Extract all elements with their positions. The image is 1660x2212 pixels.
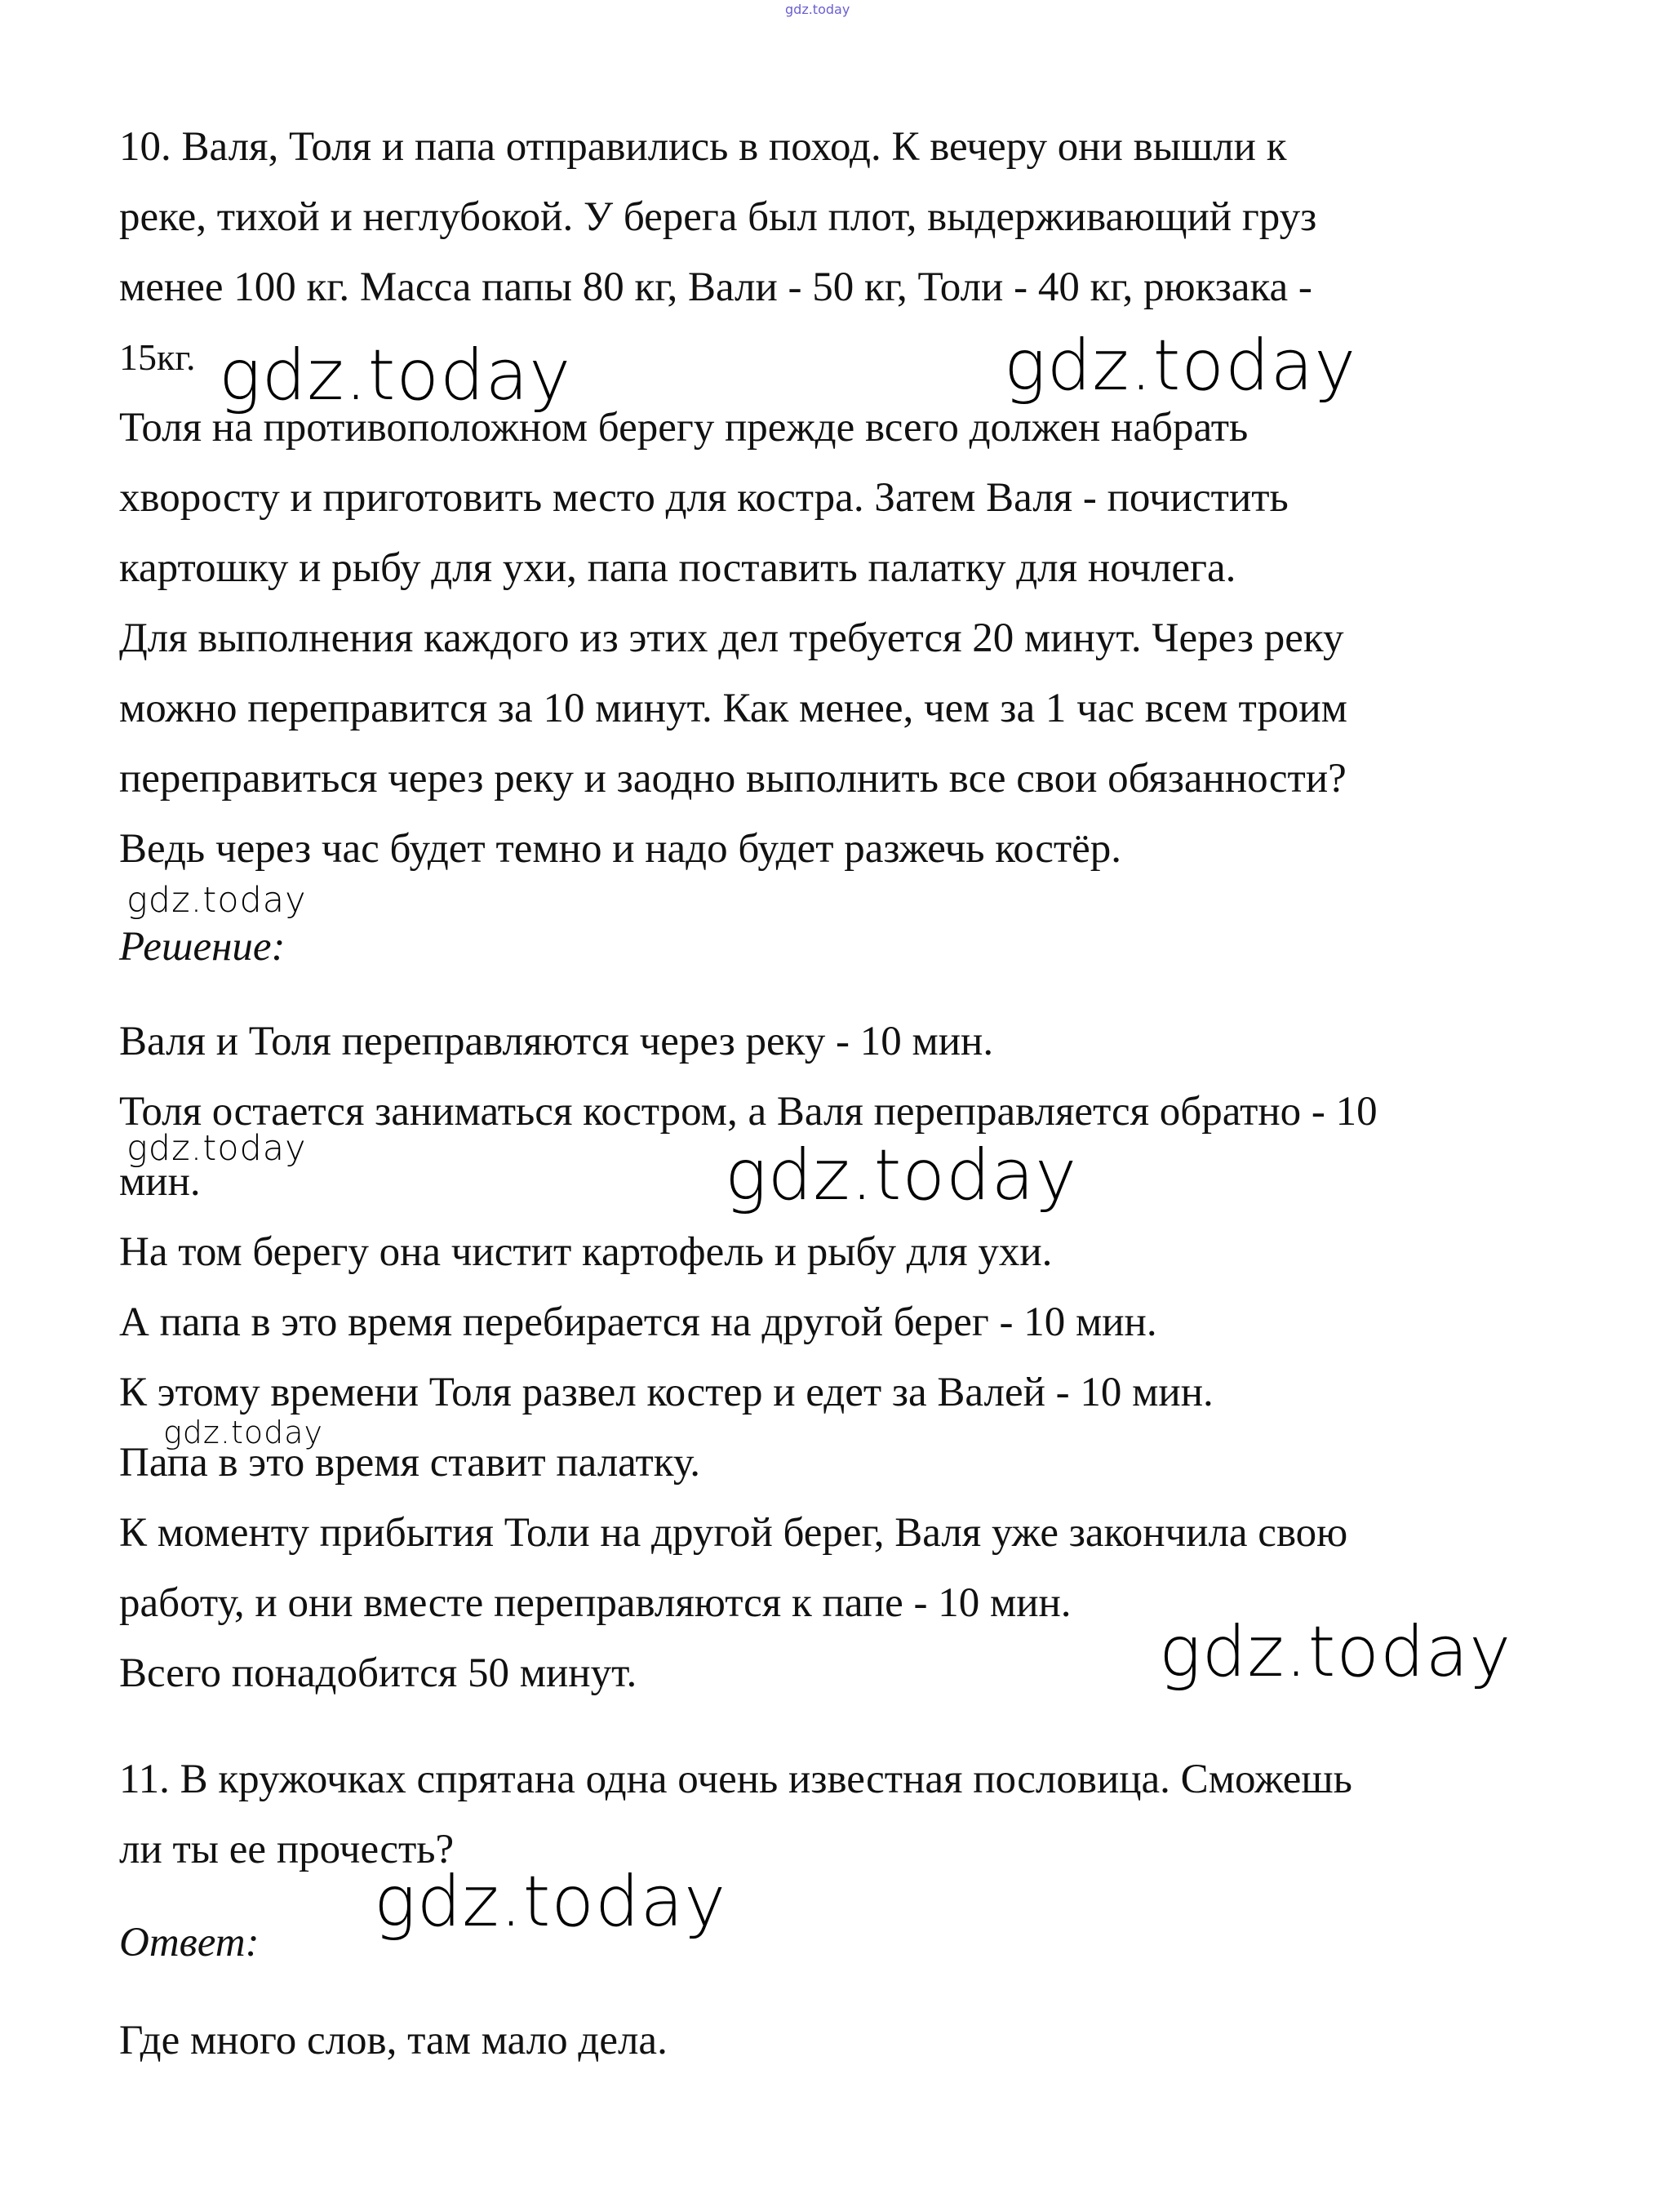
watermark: gdz.today <box>126 1128 307 1169</box>
task10-line: Ведь через час будет темно и надо будет разжечь костёр. <box>119 826 1122 872</box>
task11-line: ли ты ее прочесть? <box>119 1827 455 1872</box>
solution-line: А папа в это время перебирается на другой берег - 10 мин. <box>119 1299 1157 1345</box>
solution-label: Решение: <box>119 924 286 970</box>
watermark: gdz.today <box>219 335 572 416</box>
answer-text: Где много слов, там мало дела. <box>119 2018 668 2063</box>
watermark: gdz.today <box>1004 325 1357 406</box>
task11-line: 11. В кружочках спрятана одна очень известная пословица. Сможешь <box>119 1757 1352 1802</box>
task10-line: реке, тихой и неглубокой. У берега был плот, выдерживающий груз <box>119 194 1317 240</box>
solution-line: К моменту прибытия Толи на другой берег, Валя уже закончила свою <box>119 1510 1348 1556</box>
task10-line: 15кг. <box>119 336 196 378</box>
task10-line: Для выполнения каждого из этих дел требуется 20 минут. Через реку <box>119 615 1344 661</box>
solution-line: работу, и они вместе переправляются к папе - 10 мин. <box>119 1580 1072 1626</box>
watermark: gdz.today <box>374 1861 727 1943</box>
answer-label: Ответ: <box>119 1920 260 1965</box>
task10-line: картошку и рыбу для ухи, папа поставить палатку для ночлега. <box>119 545 1236 591</box>
watermark-top: gdz.today <box>785 2 850 17</box>
solution-line: Валя и Толя переправляются через реку - 10 мин. <box>119 1019 994 1064</box>
solution-line: Толя остается заниматься костром, а Валя переправляется обратно - 10 <box>119 1089 1378 1135</box>
watermark: gdz.today <box>126 880 307 921</box>
solution-line: мин. <box>119 1159 201 1205</box>
task10-line: хворосту и приготовить место для костра. Затем Валя - почистить <box>119 475 1289 521</box>
watermark: gdz.today <box>725 1135 1078 1216</box>
solution-line: Папа в это время ставит палатку. <box>119 1440 700 1486</box>
task10-line: можно переправится за 10 минут. Как менее, чем за 1 час всем троим <box>119 686 1347 731</box>
task10-line: переправиться через реку и заодно выполнить все свои обязанности? <box>119 756 1347 802</box>
solution-line: Всего понадобится 50 минут. <box>119 1650 637 1696</box>
solution-line: На том берегу она чистит картофель и рыбу для ухи. <box>119 1229 1053 1275</box>
task10-line: Толя на противоположном берегу прежде всего должен набрать <box>119 405 1249 451</box>
watermark: gdz.today <box>163 1415 323 1450</box>
watermark: gdz.today <box>1159 1611 1512 1693</box>
task10-line: менее 100 кг. Масса папы 80 кг, Вали - 50 кг, Толи - 40 кг, рюкзака - <box>119 264 1312 310</box>
solution-line: К этому времени Толя развел костер и едет за Валей - 10 мин. <box>119 1370 1214 1415</box>
task10-line: 10. Валя, Толя и папа отправились в поход. К вечеру они вышли к <box>119 124 1287 170</box>
